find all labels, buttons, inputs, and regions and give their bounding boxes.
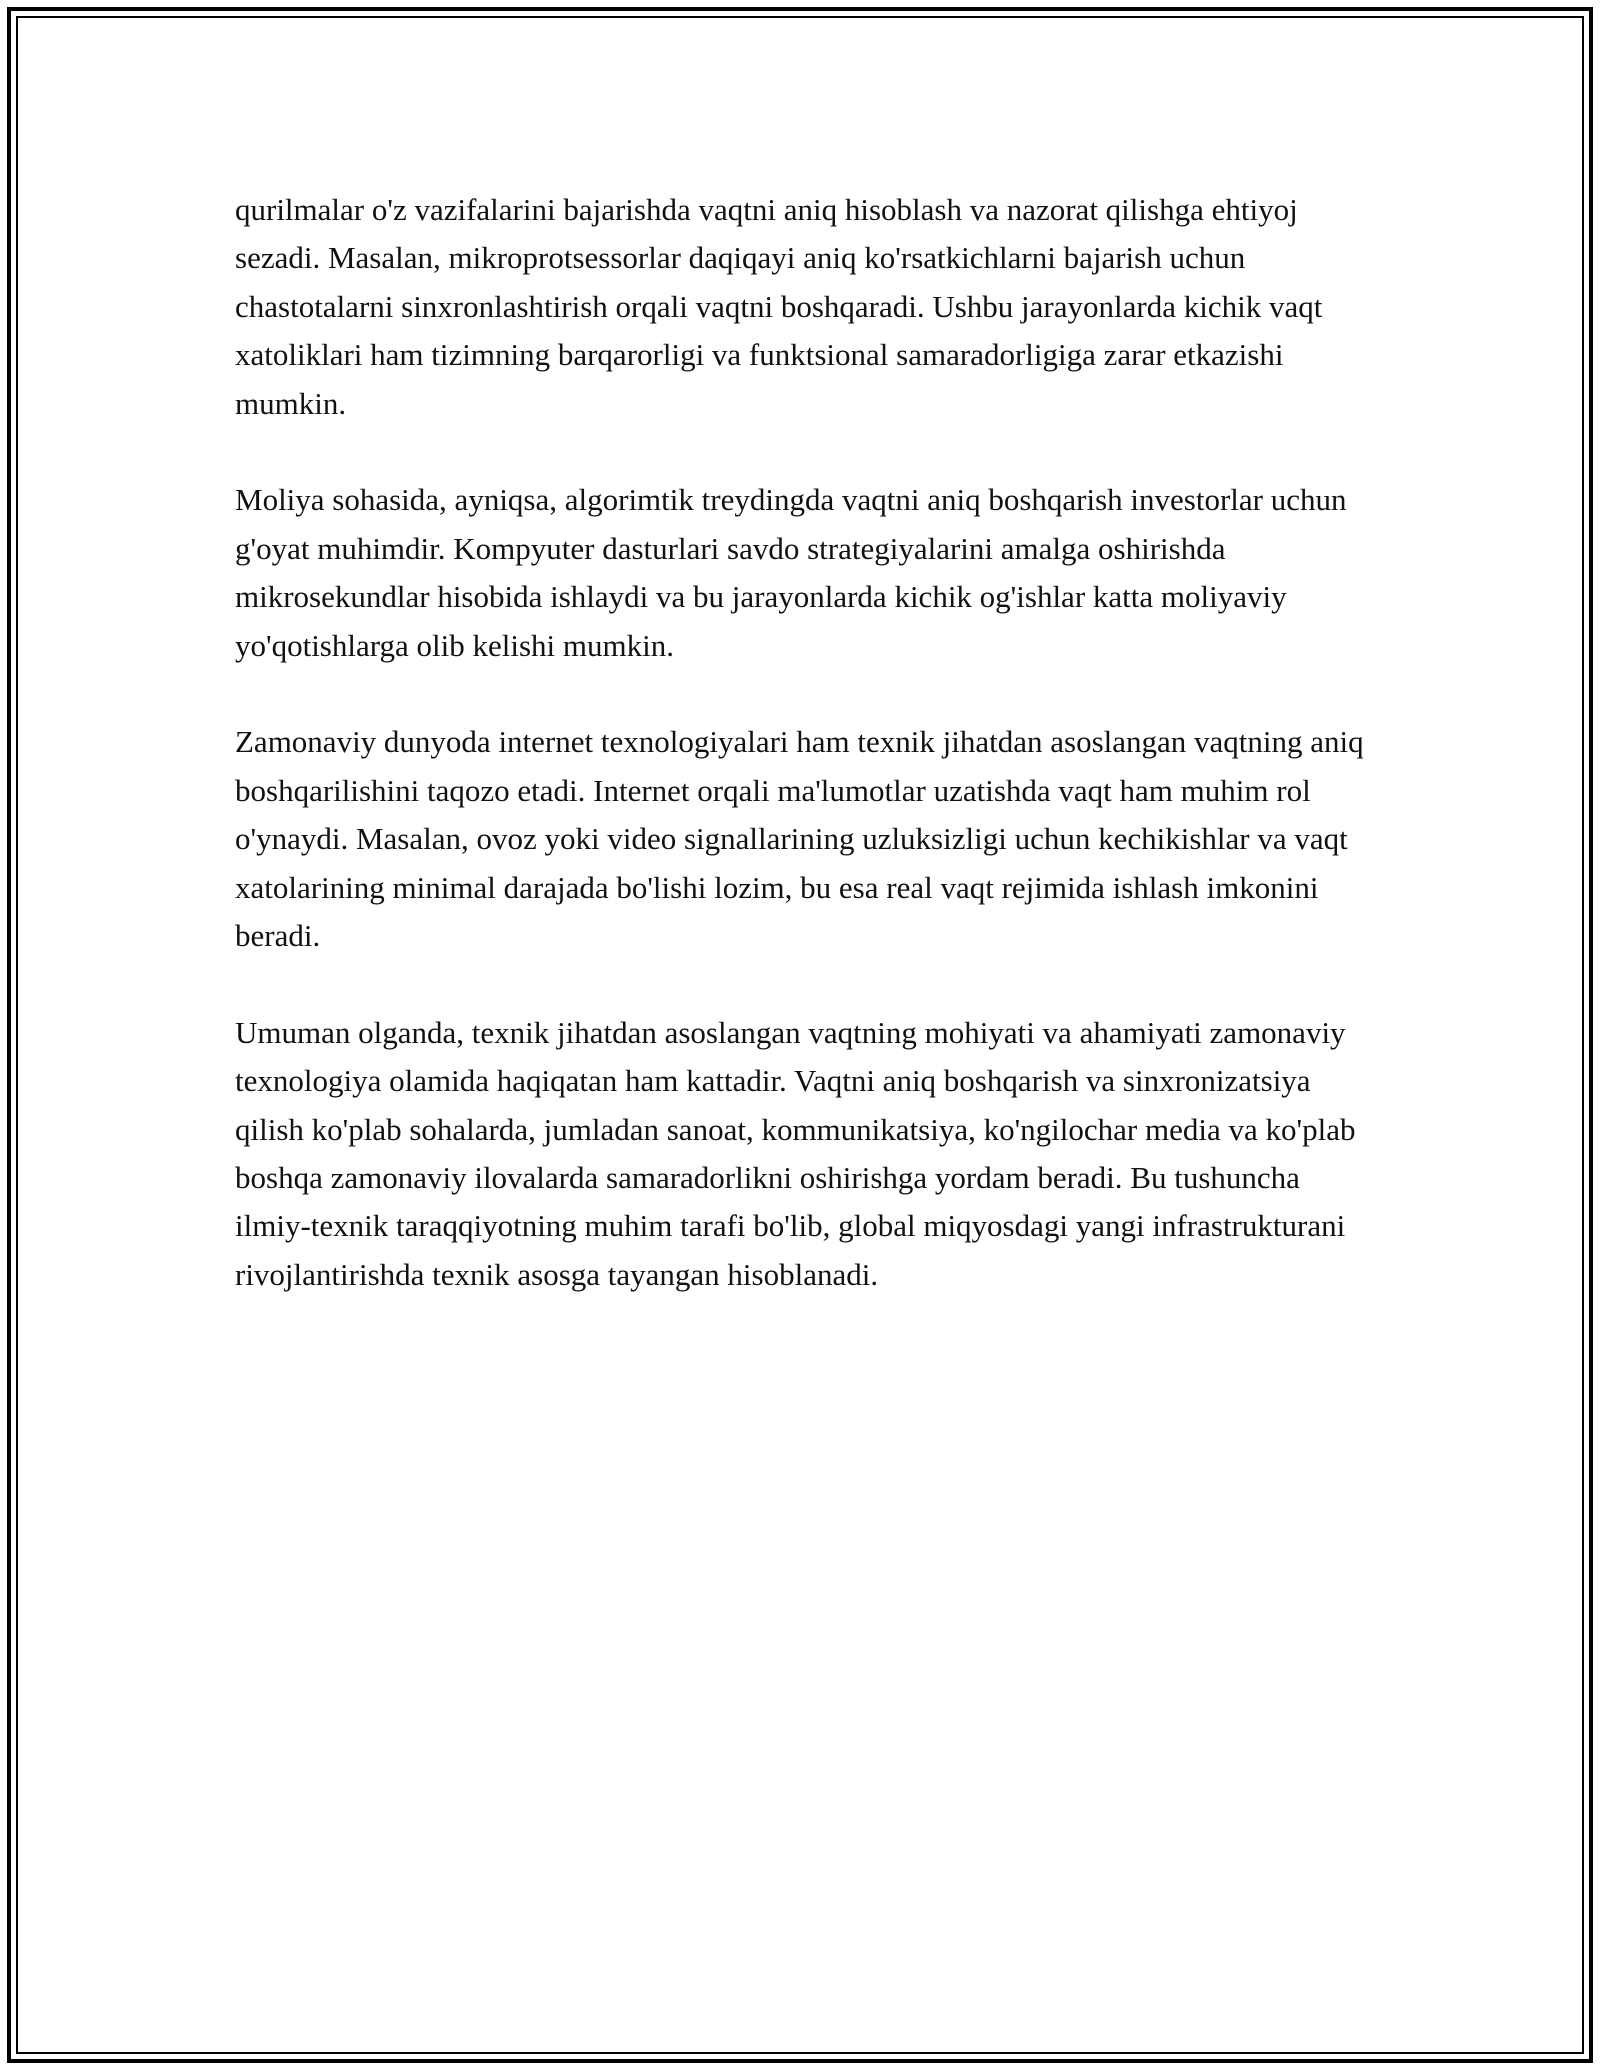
paragraph-2: Moliya sohasida, ayniqsa, algorimtik treydingda vaqtni aniq boshqarish investorlar uchun g'oyat muhimdir. Kompyuter dasturlari savdo strategiyalarini amalga oshirishda mikrosekundlar hisobida ishlaydi va bu jarayonlarda kichik og'ishlar katta moliyaviy yo'qotishlarga olib kelishi mumkin. — [235, 482, 1347, 663]
paragraph-1: qurilmalar o'z vazifalarini bajarishda vaqtni aniq hisoblash va nazorat qilishga ehtiyoj sezadi. Masalan, mikroprotsessorlar daqiqayi aniq ko'rsatkichlarni bajarish uchun chastotalarni sinxronlashtirish orqali vaqtni boshqaradi. Ushbu jarayonlarda kichik vaqt xatoliklari ham tizimning barqarorligi va funktsional samaradorligiga zarar etkazishi mumkin. — [235, 192, 1323, 421]
paragraph-3: Zamonaviy dunyoda internet texnologiyalari ham texnik jihatdan asoslangan vaqtning aniq boshqarilishini taqozo etadi. Internet orqali ma'lumotlar uzatishda vaqt ham muhim rol o'ynaydi. Masalan, ovoz yoki video signallarining uzluksizligi uchun kechikishlar va vaqt xatolarining minimal darajada bo'lishi lozim, bu esa real vaqt rejimida ishlash imkonini beradi. — [235, 724, 1364, 954]
document-body — [235, 186, 1375, 1299]
paragraph-4: Umuman olganda, texnik jihatdan asoslangan vaqtning mohiyati va ahamiyati zamonaviy texnologiya olamida haqiqatan ham kattadir. Vaqtni aniq boshqarish va sinxronizatsiya qilish ko'plab sohalarda, jumladan sanoat, kommunikatsiya, ko'ngilochar media va ko'plab boshqa zamonaviy ilovalarda samaradorlikni oshirishga yordam beradi. Bu tushuncha ilmiy-texnik taraqqiyotning muhim tarafi bo'lib, global miqyosdagi yangi infrastrukturani rivojlantirishda texnik asosga tayangan hisoblanadi. — [235, 1014, 1356, 1292]
